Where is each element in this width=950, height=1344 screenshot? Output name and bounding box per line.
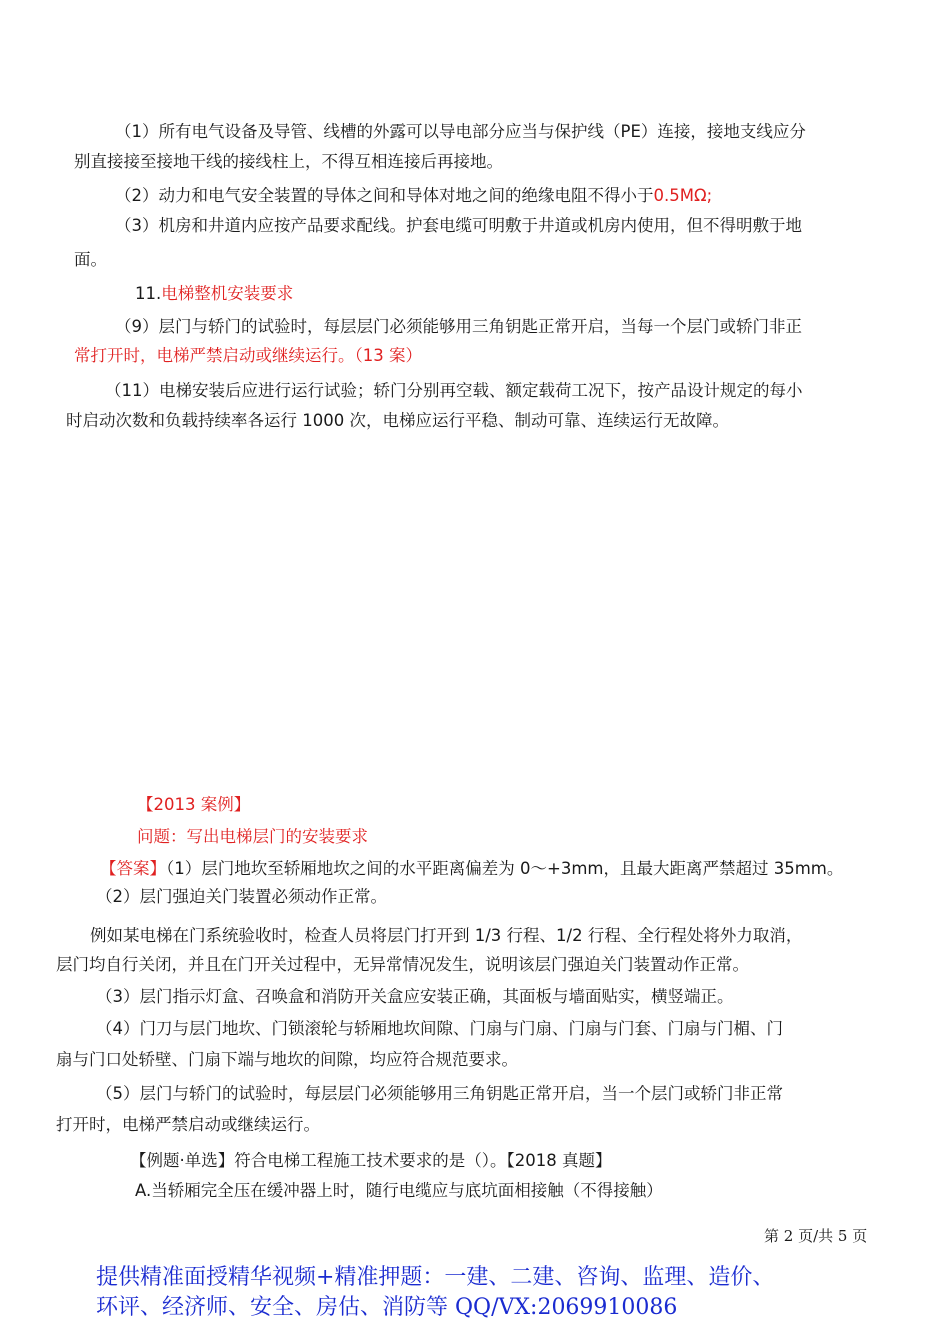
para-11-line-2: 时启动次数和负载持续率各运行 1000 次，电梯应运行平稳、制动可靠、连续运行无故障。 <box>66 411 729 430</box>
section-title: 电梯整机安装要求 <box>161 284 294 303</box>
example-line-2: 层门均自行关闭，并且在门开关过程中，无异常情况发生，说明该层门强迫关门装置动作正常。 <box>56 955 749 974</box>
answer-tag: 【答案】 <box>100 859 166 878</box>
option-a: A.当轿厢完全压在缓冲器上时，随行电缆应与底坑面相接触（不得接触） <box>135 1181 663 1200</box>
answer-3: （3）层门指示灯盒、召唤盒和消防开关盒应安装正确，其面板与墙面贴实，横竖端正。 <box>96 987 734 1006</box>
para-2-text: （2）动力和电气安全装置的导体之间和导体对地之间的绝缘电阻不得小于 <box>115 186 654 205</box>
page-number: 第 2 页/共 5 页 <box>764 1227 868 1245</box>
answer-5-line-1: （5）层门与轿门的试验时，每层层门必须能够用三角钥匙正常开启，当一个层门或轿门非正常 <box>96 1084 783 1103</box>
example-question: 【例题·单选】符合电梯工程施工技术要求的是（）。【2018 真题】 <box>130 1151 612 1170</box>
answer-2: （2）层门强迫关门装置必须动作正常。 <box>96 887 387 906</box>
para-1-line-1: （1）所有电气设备及导管、线槽的外露可以导电部分应当与保护线（PE）连接，接地支线应分 <box>115 122 806 141</box>
para-3-line-1: （3）机房和井道内应按产品要求配线。护套电缆可明敷于井道或机房内使用，但不得明敷于地 <box>115 216 802 235</box>
answer-4-line-2: 扇与门口处轿壁、门扇下端与地坎的间隙，均应符合规范要求。 <box>56 1050 518 1069</box>
answer-5-line-2: 打开时，电梯严禁启动或继续运行。 <box>56 1115 320 1134</box>
promo-line-2: 环评、经济师、安全、房估、消防等 QQ/VX:2069910086 <box>96 1295 678 1320</box>
section-number: 11. <box>135 284 162 303</box>
para-3-line-2: 面。 <box>74 250 107 269</box>
example-line-1: 例如某电梯在门系统验收时，检查人员将层门打开到 1/3 行程、1/2 行程、全行程处将外力取消， <box>90 926 803 945</box>
section-heading-11 <box>135 283 293 305</box>
para-9-line-1: （9）层门与轿门的试验时，每层层门必须能够用三角钥匙正常开启，当每一个层门或轿门非正 <box>115 317 802 336</box>
answer-1 <box>100 858 843 880</box>
promo-line-1: 提供精准面授精华视频+精准押题：一建、二建、咨询、监理、造价、 <box>96 1265 775 1290</box>
para-11-line-1: （11）电梯安装后应进行运行试验；轿门分别再空载、额定载荷工况下，按产品设计规定的每小 <box>105 381 803 400</box>
insulation-value: 0.5MΩ; <box>653 186 713 205</box>
para-9-line-2: 常打开时，电梯严禁启动或继续运行。（13 案） <box>74 346 422 365</box>
para-1-line-2: 别直接接至接地干线的接线柱上，不得互相连接后再接地。 <box>74 152 503 171</box>
answer-4-line-1: （4）门刀与层门地坎、门锁滚轮与轿厢地坎间隙、门扇与门扇、门扇与门套、门扇与门楣、门 <box>96 1019 783 1038</box>
question: 问题：写出电梯层门的安装要求 <box>137 827 368 846</box>
case-title: 【2013 案例】 <box>137 795 251 814</box>
para-2 <box>115 185 712 207</box>
answer-1-text: （1）层门地坎至轿厢地坎之间的水平距离偏差为 0～+3mm，且最大距离严禁超过 35mm。 <box>166 859 844 878</box>
